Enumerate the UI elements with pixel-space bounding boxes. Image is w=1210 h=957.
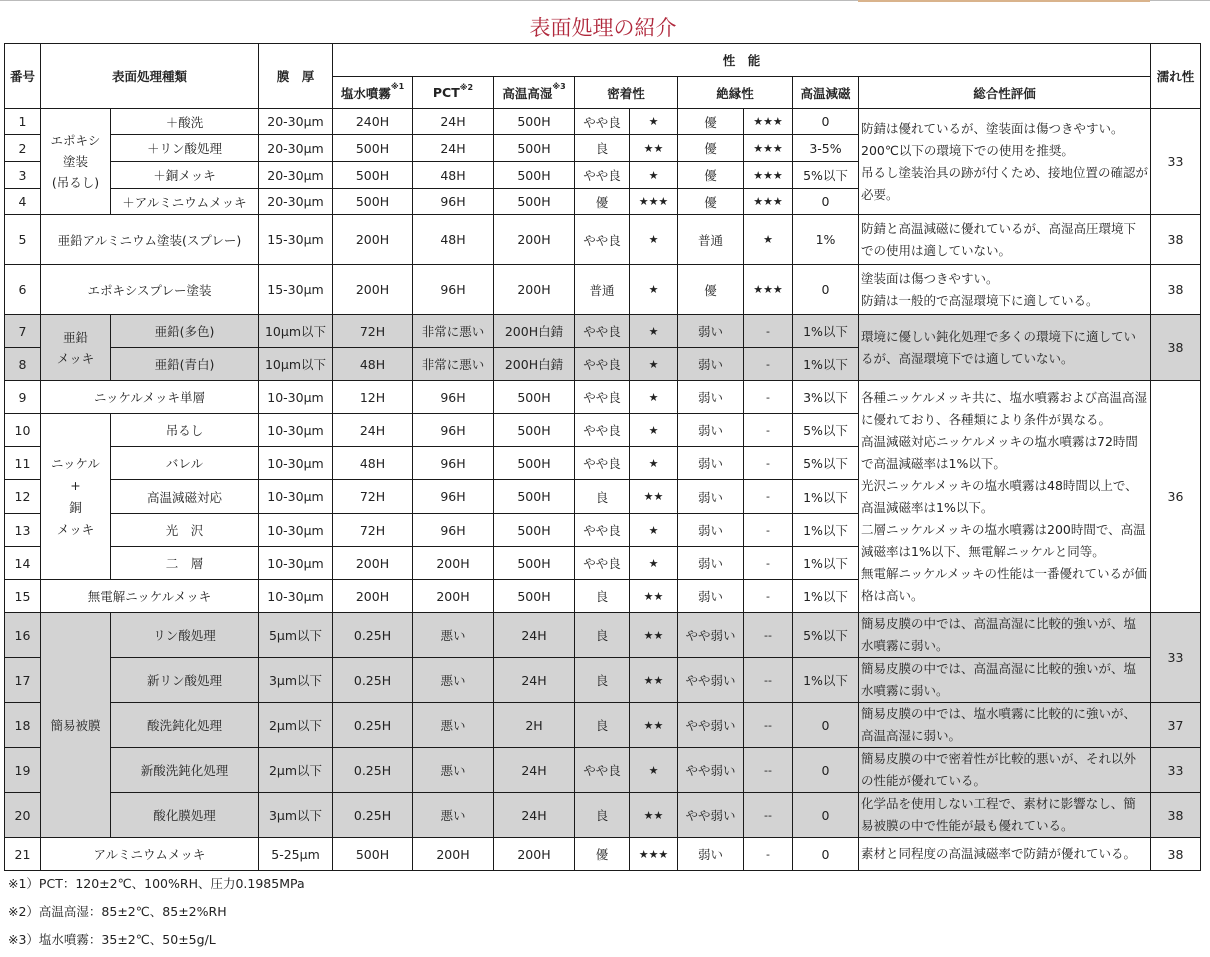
pct-value: 非常に悪い xyxy=(413,315,494,348)
insulation-stars: - xyxy=(744,315,793,348)
demag-value: 1%以下 xyxy=(793,480,859,514)
adhesion-value: やや良 xyxy=(575,109,630,135)
treatment-type: 酸洗鈍化処理 xyxy=(111,703,259,748)
salt-spray-value: 0.25H xyxy=(333,793,413,838)
adhesion-value: 良 xyxy=(575,613,630,658)
salt-spray-value: 12H xyxy=(333,381,413,414)
adhesion-value: やや良 xyxy=(575,348,630,381)
insulation-stars: - xyxy=(744,580,793,613)
film-thickness: 10-30μm xyxy=(259,480,333,514)
film-thickness: 20-30μm xyxy=(259,135,333,162)
overall-evaluation: 防錆は優れているが、塗装面は傷つきやすい。 200℃以下の環境下での使用を推奨。 吊るし塗装治具の跡が付くため、接地位置の確認が必要。 xyxy=(859,109,1151,215)
overall-evaluation: 簡易皮膜の中では、高温高湿に比較的強いが、塩水噴霧に弱い。 xyxy=(859,658,1151,703)
treatment-type: 吊るし xyxy=(111,414,259,447)
film-thickness: 10-30μm xyxy=(259,447,333,480)
demag-value: 1%以下 xyxy=(793,514,859,547)
pct-value: 悪い xyxy=(413,748,494,793)
film-thickness: 10-30μm xyxy=(259,580,333,613)
surface-treatment-table xyxy=(4,43,1201,871)
demag-value: 1%以下 xyxy=(793,658,859,703)
pct-value: 96H xyxy=(413,265,494,315)
header-performance: 性 能 xyxy=(333,44,1151,77)
insulation-stars: - xyxy=(744,348,793,381)
demag-value: 1%以下 xyxy=(793,315,859,348)
film-thickness: 2μm以下 xyxy=(259,703,333,748)
insulation-stars: ★★★ xyxy=(744,265,793,315)
adhesion-stars: ★ xyxy=(630,162,678,189)
adhesion-stars: ★ xyxy=(630,109,678,135)
insulation-value: やや弱い xyxy=(678,748,744,793)
wettability-value: 33 xyxy=(1151,109,1201,215)
adhesion-value: やや良 xyxy=(575,547,630,580)
header-adhesion: 密着性 xyxy=(575,77,678,109)
film-thickness: 15-30μm xyxy=(259,215,333,265)
table-row xyxy=(5,793,1201,838)
footnote-2: ※2）高温高湿：85±2℃、85±2%RH xyxy=(8,904,227,919)
pct-value: 24H xyxy=(413,135,494,162)
adhesion-stars: ★ xyxy=(630,348,678,381)
pct-value: 悪い xyxy=(413,793,494,838)
humidity-value: 500H xyxy=(494,547,575,580)
demag-value: 1%以下 xyxy=(793,547,859,580)
humidity-value: 24H xyxy=(494,658,575,703)
insulation-value: 弱い xyxy=(678,838,744,871)
humidity-value: 200H xyxy=(494,215,575,265)
wettability-value: 36 xyxy=(1151,381,1201,613)
pct-value: 悪い xyxy=(413,613,494,658)
adhesion-value: 優 xyxy=(575,189,630,215)
adhesion-value: 良 xyxy=(575,658,630,703)
treatment-type: 亜鉛(多色) xyxy=(111,315,259,348)
overall-evaluation: 塗装面は傷つきやすい。 防錆は一般的で高湿環境下に適している。 xyxy=(859,265,1151,315)
table-row xyxy=(5,838,1201,871)
adhesion-value: やや良 xyxy=(575,315,630,348)
wettability-value: 38 xyxy=(1151,265,1201,315)
pct-note-mark: ※2 xyxy=(459,83,474,92)
group-zinc: 亜鉛 メッキ xyxy=(41,315,111,381)
table-row xyxy=(5,315,1201,348)
table-row xyxy=(5,381,1201,414)
adhesion-stars: ★ xyxy=(630,315,678,348)
row-number: 18 xyxy=(5,703,41,748)
humidity-value: 200H xyxy=(494,838,575,871)
treatment-type: 亜鉛アルミニウム塗装(スプレー) xyxy=(41,215,259,265)
demag-value: 3-5% xyxy=(793,135,859,162)
treatment-type: ＋アルミニウムメッキ xyxy=(111,189,259,215)
insulation-stars: ★ xyxy=(744,215,793,265)
header-demag: 高温減磁 xyxy=(793,77,859,109)
insulation-value: 優 xyxy=(678,162,744,189)
adhesion-stars: ★ xyxy=(630,414,678,447)
overall-evaluation: 簡易皮膜の中で密着性が比較的悪いが、それ以外の性能が優れている。 xyxy=(859,748,1151,793)
treatment-type: 新酸洗鈍化処理 xyxy=(111,748,259,793)
adhesion-value: 良 xyxy=(575,135,630,162)
wettability-value: 33 xyxy=(1151,748,1201,793)
film-thickness: 10μm以下 xyxy=(259,315,333,348)
adhesion-stars: ★ xyxy=(630,265,678,315)
demag-value: 1%以下 xyxy=(793,580,859,613)
adhesion-stars: ★★ xyxy=(630,480,678,514)
insulation-stars: - xyxy=(744,447,793,480)
row-number: 14 xyxy=(5,547,41,580)
film-thickness: 20-30μm xyxy=(259,162,333,189)
film-thickness: 10-30μm xyxy=(259,381,333,414)
adhesion-stars: ★★ xyxy=(630,135,678,162)
row-number: 5 xyxy=(5,215,41,265)
group-simple: 簡易被膜 xyxy=(41,613,111,838)
pct-value: 96H xyxy=(413,480,494,514)
demag-value: 5%以下 xyxy=(793,613,859,658)
adhesion-stars: ★★★ xyxy=(630,838,678,871)
demag-value: 0 xyxy=(793,189,859,215)
overall-evaluation: 防錆と高温減磁に優れているが、高湿高圧環境下での使用は適していない。 xyxy=(859,215,1151,265)
wettability-value: 37 xyxy=(1151,703,1201,748)
salt-spray-value: 0.25H xyxy=(333,748,413,793)
adhesion-stars: ★ xyxy=(630,514,678,547)
insulation-value: 弱い xyxy=(678,414,744,447)
insulation-stars: -- xyxy=(744,793,793,838)
insulation-stars: - xyxy=(744,838,793,871)
pct-value: 48H xyxy=(413,215,494,265)
insulation-stars: - xyxy=(744,414,793,447)
header-humid: 高温高湿$^{※3}$ xyxy=(494,77,575,109)
adhesion-stars: ★★ xyxy=(630,580,678,613)
row-number: 2 xyxy=(5,135,41,162)
pct-value: 非常に悪い xyxy=(413,348,494,381)
treatment-type: ＋リン酸処理 xyxy=(111,135,259,162)
wettability-value: 38 xyxy=(1151,793,1201,838)
row-number: 9 xyxy=(5,381,41,414)
humidity-value: 200H xyxy=(494,265,575,315)
adhesion-stars: ★★ xyxy=(630,658,678,703)
film-thickness: 3μm以下 xyxy=(259,658,333,703)
insulation-stars: ★★★ xyxy=(744,109,793,135)
humidity-value: 2H xyxy=(494,703,575,748)
adhesion-value: やや良 xyxy=(575,748,630,793)
humidity-value: 500H xyxy=(494,414,575,447)
salt-spray-value: 500H xyxy=(333,189,413,215)
insulation-value: 弱い xyxy=(678,381,744,414)
insulation-stars: -- xyxy=(744,658,793,703)
row-number: 1 xyxy=(5,109,41,135)
humidity-value: 24H xyxy=(494,748,575,793)
salt-spray-value: 0.25H xyxy=(333,613,413,658)
row-number: 15 xyxy=(5,580,41,613)
salt-spray-value: 500H xyxy=(333,135,413,162)
overall-evaluation: 素材と同程度の高温減磁率で防錆が優れている。 xyxy=(859,838,1151,871)
humidity-value: 500H xyxy=(494,109,575,135)
top-accent-line xyxy=(858,0,1150,2)
header-insulation: 絶縁性 xyxy=(678,77,793,109)
adhesion-stars: ★ xyxy=(630,748,678,793)
insulation-value: 優 xyxy=(678,189,744,215)
insulation-value: 弱い xyxy=(678,480,744,514)
salt-spray-value: 0.25H xyxy=(333,658,413,703)
overall-evaluation: 簡易皮膜の中では、高温高湿に比較的強いが、塩水噴霧に弱い。 xyxy=(859,613,1151,658)
film-thickness: 10-30μm xyxy=(259,547,333,580)
table-row xyxy=(5,703,1201,748)
overall-evaluation: 各種ニッケルメッキ共に、塩水噴霧および高温高湿に優れており、各種類により条件が異なる。 高温減磁対応ニッケルメッキの塩水噴霧は72時間で高温減磁率は1%以下。 光沢ニッケルメッキの塩水噴霧は48時間以上で、高温減磁率は1%以下。 二層ニッケルメッキの塩水噴霧は200時間で、高温減磁率は1%以下、無電解ニッケルと同等。 無電解ニッケルメッキの性能は一番優れているが価格は高い。 xyxy=(859,381,1151,613)
demag-value: 0 xyxy=(793,265,859,315)
table-row xyxy=(5,748,1201,793)
salt-spray-value: 72H xyxy=(333,514,413,547)
header-salt: 塩水噴霧$^{※1}$ xyxy=(333,77,413,109)
pct-value: 96H xyxy=(413,381,494,414)
treatment-type: 高温減磁対応 xyxy=(111,480,259,514)
humidity-value: 500H xyxy=(494,580,575,613)
treatment-type: 光 沢 xyxy=(111,514,259,547)
treatment-type: 亜鉛(青白) xyxy=(111,348,259,381)
humidity-value: 500H xyxy=(494,381,575,414)
insulation-stars: -- xyxy=(744,748,793,793)
demag-value: 0 xyxy=(793,793,859,838)
row-number: 20 xyxy=(5,793,41,838)
demag-value: 0 xyxy=(793,748,859,793)
humid-note-mark: ※3 xyxy=(552,81,566,91)
wettability-value: 38 xyxy=(1151,215,1201,265)
header-overall: 総合性評価 xyxy=(859,77,1151,109)
pct-value: 96H xyxy=(413,514,494,547)
demag-value: 0 xyxy=(793,703,859,748)
table-row xyxy=(5,613,1201,658)
table-row xyxy=(5,215,1201,265)
salt-spray-value: 200H xyxy=(333,580,413,613)
group-epoxy: エポキシ 塗装 (吊るし) xyxy=(41,109,111,215)
header-thickness: 膜 厚 xyxy=(259,44,333,109)
adhesion-stars: ★★ xyxy=(630,793,678,838)
adhesion-value: 良 xyxy=(575,480,630,514)
film-thickness: 20-30μm xyxy=(259,109,333,135)
film-thickness: 10-30μm xyxy=(259,514,333,547)
insulation-stars: -- xyxy=(744,613,793,658)
demag-value: 5%以下 xyxy=(793,414,859,447)
pct-value: 200H xyxy=(413,580,494,613)
insulation-value: やや弱い xyxy=(678,703,744,748)
insulation-stars: ★★★ xyxy=(744,189,793,215)
insulation-value: やや弱い xyxy=(678,658,744,703)
row-number: 4 xyxy=(5,189,41,215)
salt-spray-value: 240H xyxy=(333,109,413,135)
wettability-value: 38 xyxy=(1151,315,1201,381)
pct-value: 悪い xyxy=(413,658,494,703)
salt-spray-value: 24H xyxy=(333,414,413,447)
adhesion-value: 良 xyxy=(575,793,630,838)
footnotes xyxy=(8,870,305,954)
overall-evaluation: 化学品を使用しない工程で、素材に影響なし、簡易被膜の中で性能が最も優れている。 xyxy=(859,793,1151,838)
row-number: 3 xyxy=(5,162,41,189)
treatment-type: ＋酸洗 xyxy=(111,109,259,135)
pct-value: 96H xyxy=(413,447,494,480)
adhesion-value: やや良 xyxy=(575,414,630,447)
treatment-type: ＋銅メッキ xyxy=(111,162,259,189)
row-number: 6 xyxy=(5,265,41,315)
salt-spray-value: 200H xyxy=(333,547,413,580)
humidity-value: 200H白錆 xyxy=(494,315,575,348)
adhesion-value: やや良 xyxy=(575,514,630,547)
humidity-value: 500H xyxy=(494,447,575,480)
pct-value: 24H xyxy=(413,109,494,135)
insulation-value: やや弱い xyxy=(678,613,744,658)
treatment-type: ニッケルメッキ単層 xyxy=(41,381,259,414)
salt-spray-value: 48H xyxy=(333,348,413,381)
film-thickness: 2μm以下 xyxy=(259,748,333,793)
row-number: 10 xyxy=(5,414,41,447)
adhesion-stars: ★ xyxy=(630,215,678,265)
treatment-type: 無電解ニッケルメッキ xyxy=(41,580,259,613)
header-pct: PCT$^{※2}$ xyxy=(413,77,494,109)
insulation-value: 弱い xyxy=(678,315,744,348)
row-number: 11 xyxy=(5,447,41,480)
adhesion-value: 良 xyxy=(575,703,630,748)
insulation-value: 普通 xyxy=(678,215,744,265)
adhesion-value: 良 xyxy=(575,580,630,613)
film-thickness: 10-30μm xyxy=(259,414,333,447)
table-row xyxy=(5,265,1201,315)
insulation-value: 優 xyxy=(678,109,744,135)
salt-spray-value: 500H xyxy=(333,162,413,189)
humidity-value: 500H xyxy=(494,162,575,189)
insulation-stars: ★★★ xyxy=(744,135,793,162)
footnote-1: ※1）PCT：120±2℃、100%RH、圧力0.1985MPa xyxy=(8,876,305,891)
humidity-value: 200H白錆 xyxy=(494,348,575,381)
treatment-type: 新リン酸処理 xyxy=(111,658,259,703)
adhesion-stars: ★ xyxy=(630,381,678,414)
treatment-type: エポキシスプレー塗装 xyxy=(41,265,259,315)
page-title: 表面処理の紹介 xyxy=(529,16,677,40)
insulation-value: やや弱い xyxy=(678,793,744,838)
treatment-type: 酸化膜処理 xyxy=(111,793,259,838)
insulation-value: 優 xyxy=(678,265,744,315)
humidity-value: 24H xyxy=(494,613,575,658)
salt-spray-value: 500H xyxy=(333,838,413,871)
pct-value: 48H xyxy=(413,162,494,189)
insulation-value: 優 xyxy=(678,135,744,162)
demag-value: 0 xyxy=(793,838,859,871)
row-number: 7 xyxy=(5,315,41,348)
footnote-3: ※3）塩水噴霧：35±2℃、50±5g/L xyxy=(8,932,216,947)
adhesion-value: やや良 xyxy=(575,447,630,480)
treatment-type: バレル xyxy=(111,447,259,480)
film-thickness: 15-30μm xyxy=(259,265,333,315)
salt-spray-value: 72H xyxy=(333,480,413,514)
film-thickness: 20-30μm xyxy=(259,189,333,215)
demag-value: 0 xyxy=(793,109,859,135)
salt-spray-value: 200H xyxy=(333,265,413,315)
salt-spray-value: 72H xyxy=(333,315,413,348)
demag-value: 5%以下 xyxy=(793,447,859,480)
row-number: 8 xyxy=(5,348,41,381)
row-number: 13 xyxy=(5,514,41,547)
pct-value: 悪い xyxy=(413,703,494,748)
insulation-stars: ★★★ xyxy=(744,162,793,189)
row-number: 16 xyxy=(5,613,41,658)
salt-note-mark: ※1 xyxy=(390,81,405,91)
film-thickness: 10μm以下 xyxy=(259,348,333,381)
insulation-stars: - xyxy=(744,514,793,547)
header-row-1 xyxy=(5,44,1201,77)
row-number: 19 xyxy=(5,748,41,793)
insulation-value: 弱い xyxy=(678,580,744,613)
table-row xyxy=(5,658,1201,703)
adhesion-stars: ★★ xyxy=(630,703,678,748)
header-type: 表面処理種類 xyxy=(41,44,259,109)
insulation-value: 弱い xyxy=(678,348,744,381)
row-number: 12 xyxy=(5,480,41,514)
humidity-value: 500H xyxy=(494,135,575,162)
demag-value: 1%以下 xyxy=(793,348,859,381)
demag-value: 1% xyxy=(793,215,859,265)
pct-value: 200H xyxy=(413,547,494,580)
film-thickness: 3μm以下 xyxy=(259,793,333,838)
pct-value: 96H xyxy=(413,189,494,215)
treatment-type: 二 層 xyxy=(111,547,259,580)
header-no: 番号 xyxy=(5,44,41,109)
overall-evaluation: 簡易皮膜の中では、塩水噴霧に比較的に強いが、高温高湿に弱い。 xyxy=(859,703,1151,748)
table-row xyxy=(5,109,1201,135)
insulation-stars: - xyxy=(744,547,793,580)
row-number: 17 xyxy=(5,658,41,703)
pct-value: 200H xyxy=(413,838,494,871)
salt-spray-value: 0.25H xyxy=(333,703,413,748)
overall-evaluation: 環境に優しい鈍化処理で多くの環境下に適しているが、高湿環境下では適していない。 xyxy=(859,315,1151,381)
treatment-type: アルミニウムメッキ xyxy=(41,838,259,871)
adhesion-value: 優 xyxy=(575,838,630,871)
adhesion-stars: ★★ xyxy=(630,613,678,658)
insulation-value: 弱い xyxy=(678,547,744,580)
treatment-type: リン酸処理 xyxy=(111,613,259,658)
salt-spray-value: 200H xyxy=(333,215,413,265)
insulation-value: 弱い xyxy=(678,447,744,480)
adhesion-stars: ★ xyxy=(630,547,678,580)
adhesion-value: 普通 xyxy=(575,265,630,315)
humidity-value: 500H xyxy=(494,514,575,547)
humidity-value: 500H xyxy=(494,189,575,215)
insulation-stars: - xyxy=(744,480,793,514)
wettability-value: 38 xyxy=(1151,838,1201,871)
group-nickel: ニッケル + 銅 メッキ xyxy=(41,414,111,580)
adhesion-value: やや良 xyxy=(575,215,630,265)
wettability-value: 33 xyxy=(1151,613,1201,703)
insulation-stars: - xyxy=(744,381,793,414)
humidity-value: 500H xyxy=(494,480,575,514)
film-thickness: 5-25μm xyxy=(259,838,333,871)
adhesion-value: やや良 xyxy=(575,381,630,414)
row-number: 21 xyxy=(5,838,41,871)
salt-spray-value: 48H xyxy=(333,447,413,480)
adhesion-value: やや良 xyxy=(575,162,630,189)
film-thickness: 5μm以下 xyxy=(259,613,333,658)
header-wet: 濡れ性 xyxy=(1151,44,1201,109)
adhesion-stars: ★★★ xyxy=(630,189,678,215)
humidity-value: 24H xyxy=(494,793,575,838)
insulation-value: 弱い xyxy=(678,514,744,547)
demag-value: 3%以下 xyxy=(793,381,859,414)
adhesion-stars: ★ xyxy=(630,447,678,480)
pct-value: 96H xyxy=(413,414,494,447)
insulation-stars: -- xyxy=(744,703,793,748)
demag-value: 5%以下 xyxy=(793,162,859,189)
